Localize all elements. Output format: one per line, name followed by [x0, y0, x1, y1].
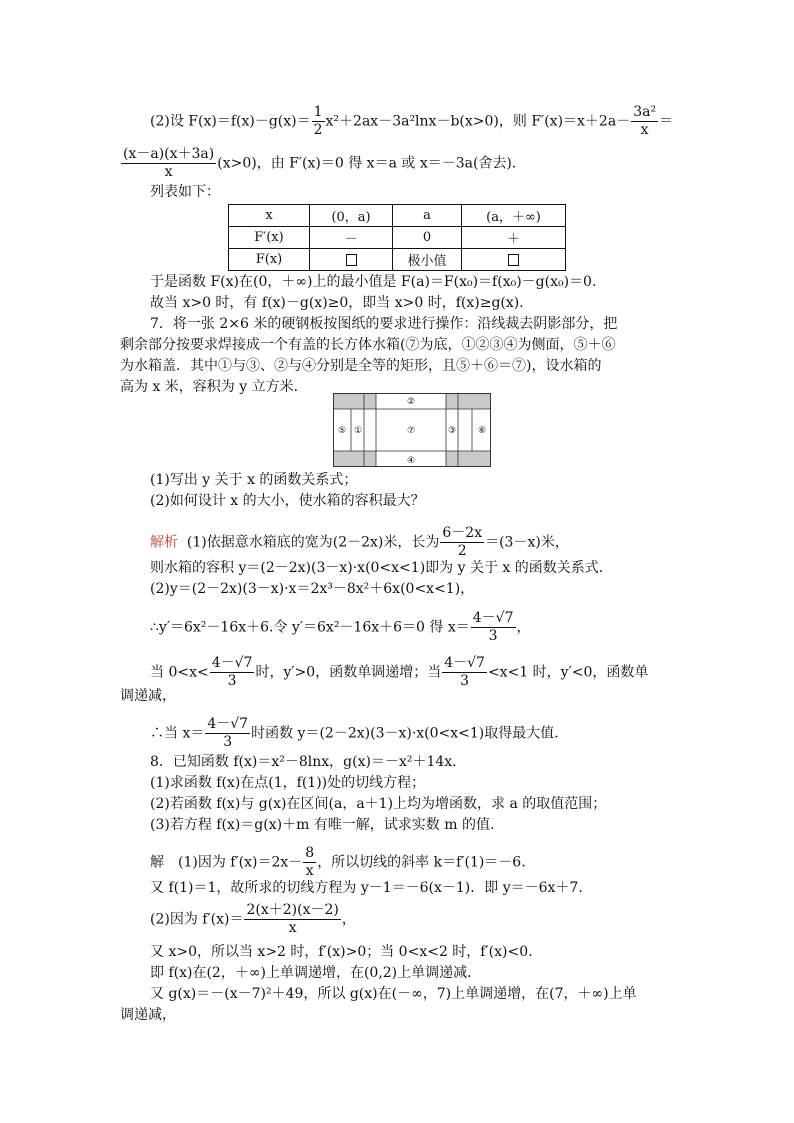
label-7: ⑦ — [406, 426, 416, 436]
a8-line-3: (2)因为 f′(x)＝ $\frac{2(x+2)(x-2)}{x}$ ， — [150, 902, 356, 936]
fraction-fprime: $\frac{2(x+2)(x-2)}{x}$ — [246, 902, 339, 936]
table-row: F′(x) － 0 ＋ — [229, 227, 566, 249]
table-header-row: x (0，a) a (a，＋∞) — [229, 205, 566, 227]
q8-line-3: (2)若函数 f(x)与 g(x)在区间(a，a＋1)上均为增函数，求 a 的取值范围； — [150, 796, 607, 812]
fraction-6-2x: $\frac{6-2x}{2}$ — [442, 525, 483, 559]
label-3: ③ — [447, 426, 457, 436]
a7-line-5: 当 0<x< $\frac{4-√7}{3}$ 时，y′>0，函数单调递增；当 $\frac{4-√7}{3}$ <x<1 时，y′<0，函数单 — [150, 655, 649, 689]
q7-sub-2: (2)如何设计 x 的大小，使水箱的容积最大？ — [150, 493, 425, 509]
a7-line-7: ∴当 x＝ $\frac{4-√7}{3}$ 时函数 y＝(2－2x)(3－x)·x(0<x<1)取得最大值． — [150, 716, 569, 750]
q7-sub-1: (1)写出 y 关于 x 的函数关系式； — [150, 472, 358, 488]
conclusion-line-1: 于是函数 F(x)在(0，＋∞)上的最小值是 F(a)＝F(x₀)＝f(x₀)－g(x₀)＝0. — [150, 274, 597, 290]
label-1: ① — [353, 426, 363, 436]
decreasing-arrow-glyph — [310, 249, 393, 271]
q7-line-1: 7．将一张 2×6 米的硬钢板按图纸的要求进行操作：沿线裁去阴影部分，把 — [150, 316, 618, 332]
label-2: ② — [406, 397, 416, 407]
label-4: ④ — [406, 456, 416, 466]
solution-tag: 解析 — [150, 534, 178, 551]
proof-line-2: $\frac{(x-a)(x+3a)}{x}$ (x>0)，由 F′(x)＝0 得 x＝a 或 x＝－3a(舍去)． — [123, 146, 526, 180]
q7-line-3: 为水箱盖．其中①与③、②与④分别是全等的矩形，且⑤＋⑥＝⑦)，设水箱的 — [120, 358, 602, 374]
steel-plate-diagram — [333, 393, 491, 467]
fraction-root: $\frac{4-√7}{3}$ — [444, 655, 485, 689]
a8-line-5: 即 f(x)在(2，＋∞)上单调递增，在(0,2)上单调递减． — [150, 965, 482, 981]
table-row: F(x) 极小值 — [229, 249, 566, 271]
q7-line-4: 高为 x 米，容积为 y 立方米． — [120, 379, 308, 395]
a7-line-4: ∴y′＝6x²－16x＋6.令 y′＝6x²－16x＋6＝0 得 x＝ $\frac{4-√7}{3}$ ， — [150, 610, 531, 644]
fraction-3a2-over-x: $\frac{\text{3a²}}{x}$ — [633, 104, 657, 138]
q8-line-4: (3)若方程 f(x)＝g(x)＋m 有唯一解，试求实数 m 的值. — [150, 817, 495, 833]
list-intro: 列表如下： — [150, 184, 220, 200]
fraction-root: $\frac{4-√7}{3}$ — [207, 716, 249, 750]
a7-line-2: 则水箱的容积 y＝(2－2x)(3－x)·x(0<x<1)即为 y 关于 x 的函数关系式． — [150, 560, 613, 576]
q8-line-2: (1)求函数 f(x)在点(1，f(1))处的切线方程； — [150, 775, 426, 791]
a8-line-1: 解 (1)因为 f′(x)＝2x－ $\frac{8}{x}$ ，所以切线的斜率 k＝f′(1)＝－6. — [150, 845, 526, 879]
fraction-8-over-x: $\frac{8}{x}$ — [305, 845, 315, 879]
fraction-derivative: $\frac{(x-a)(x+3a)}{x}$ — [123, 146, 215, 180]
fraction-root: $\frac{4-√7}{3}$ — [472, 610, 514, 644]
fraction-half: $\frac{1}{2}$ — [313, 104, 323, 138]
a8-line-2: 又 f(1)＝1，故所求的切线方程为 y－1＝－6(x－1)．即 y＝－6x＋7. — [150, 880, 583, 896]
a7-line-3: (2)y＝(2－2x)(3－x)·x＝2x³－8x²＋6x(0<x<1)， — [150, 581, 475, 597]
q7-line-2: 剩余部分按要求焊接成一个有盖的长方体水箱(⑦为底，①②③④为侧面，⑤＋⑥ — [120, 337, 616, 353]
a8-line-6: 又 g(x)＝－(x－7)²＋49，所以 g(x)在(－∞，7)上单调递增，在(7，＋∞)上单 — [150, 986, 637, 1002]
a7-line-1: 解析 (1)依据意水箱底的宽为(2－2x)米，长为 $\frac{6-2x}{2}$ ＝(3－x)米， — [150, 525, 569, 559]
increasing-arrow-glyph — [462, 249, 566, 271]
proof-line-1: (2)设 F(x)＝f(x)－g(x)＝ $\frac{1}{2}$ x²＋2ax－3a²lnx－b(x>0)，则 F′(x)＝x＋2a－ $\frac{\text{3a²}}{x}$ ＝ — [150, 104, 674, 138]
a7-line-6: 调递减， — [120, 688, 176, 704]
label-6: ⑥ — [477, 426, 487, 436]
label-5: ⑤ — [337, 426, 347, 436]
a8-line-4: 又 x>0，所以当 x>2 时，f′(x)>0；当 0<x<2 时，f′(x)<0. — [150, 944, 533, 960]
conclusion-line-2: 故当 x>0 时，有 f(x)－g(x)≥0，即当 x>0 时，f(x)≥g(x)． — [150, 295, 534, 311]
q8-line-1: 8．已知函数 f(x)＝x²－8lnx，g(x)＝－x²＋14x. — [150, 754, 457, 770]
variation-table — [228, 204, 566, 271]
a8-line-7: 调递减， — [120, 1007, 176, 1023]
fraction-root: $\frac{4-√7}{3}$ — [211, 655, 253, 689]
